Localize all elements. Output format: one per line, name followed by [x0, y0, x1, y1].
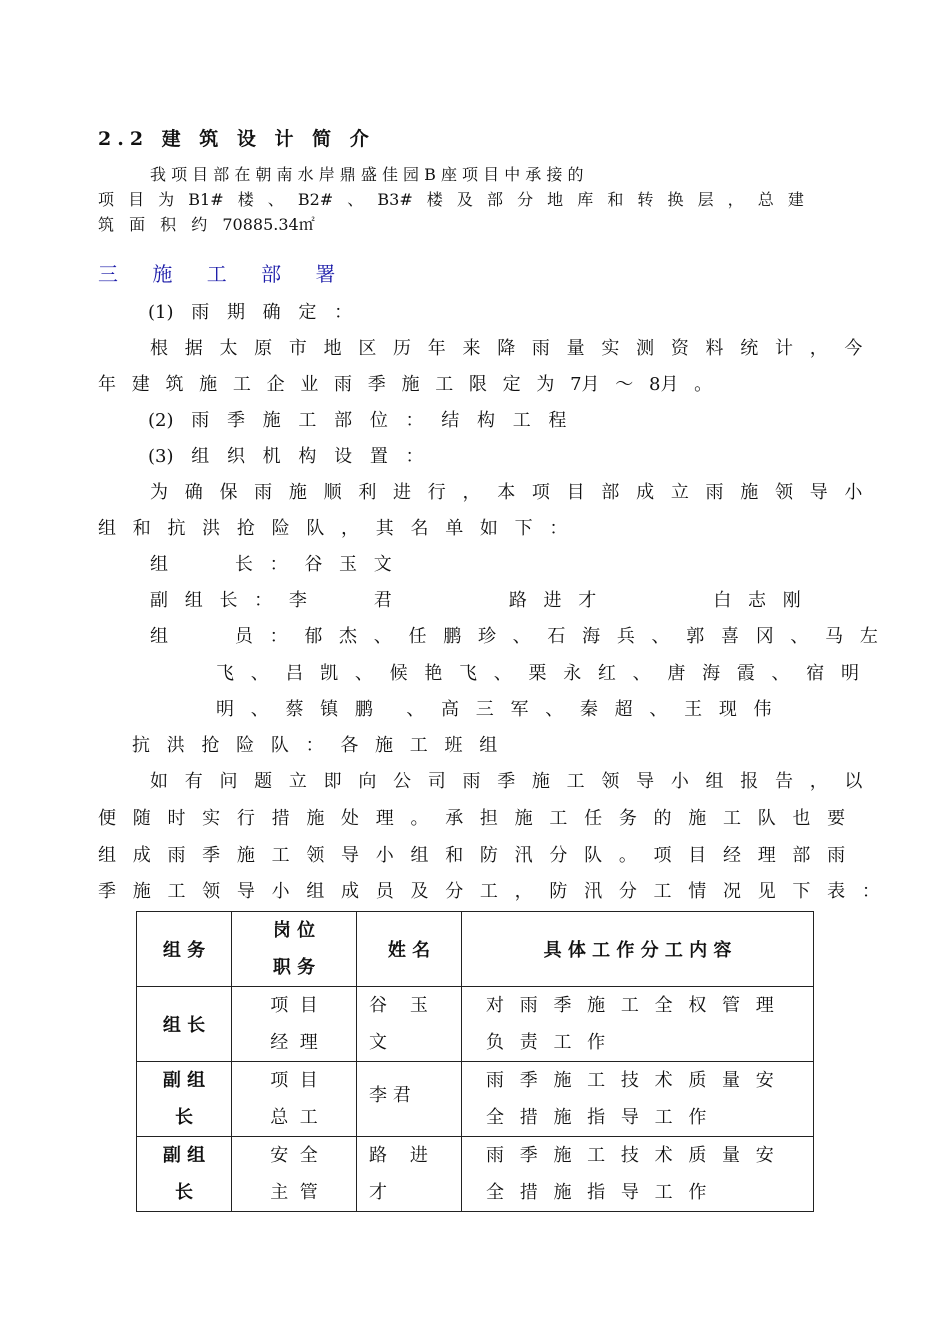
text-line: 我 项 目 部 在 朝 南 水 岸 鼎 盛 佳 园 B 座 项 目 中 承 接 的 [150, 165, 584, 184]
paragraph-line [98, 212, 315, 235]
members-line: 明 、 蔡 镇 鹏 、 高 三 军 、 秦 超 、 王 现 伟 [216, 699, 772, 720]
cell-role: 副 组 长 [137, 1062, 232, 1137]
text-line: 项 目 为 B1# 楼 、 B2# 、 B3# 楼 及 部 分 地 库 和 转 换 层 ， 总 建 [98, 190, 804, 209]
leader-line: 组 长 ： 谷 玉 文 [150, 554, 392, 575]
header-duty: 具 体 工 作 分 工 内 容 [462, 912, 814, 987]
table-row [137, 1137, 814, 1212]
cell-duty: 雨 季 施 工 技 术 质 量 安 全 措 施 指 导 工 作 [462, 1137, 814, 1212]
text-line: 季 施 工 领 导 小 组 成 员 及 分 工 ， 防 汛 分 工 情 况 见 下 表 ： [98, 881, 880, 902]
members-line: 飞 、 吕 凯 、 候 艳 飞 、 栗 永 红 、 唐 海 霞 、 宿 明 [216, 663, 859, 684]
cell-post: 项 目 总 工 [232, 1062, 357, 1137]
table-row [137, 987, 814, 1062]
paragraph-line [150, 162, 836, 185]
table-row [137, 1062, 814, 1137]
deputy-line: 副 组 长 ： 李 君 路 进 才 白 志 刚 [150, 590, 801, 611]
text-line: 年 建 筑 施 工 企 业 雨 季 施 工 限 定 为 7月 ～ 8月 。 [98, 374, 713, 395]
cell-duty: 雨 季 施 工 技 术 质 量 安 全 措 施 指 导 工 作 [462, 1062, 814, 1137]
header-post: 岗 位 职 务 [232, 912, 357, 987]
list-item: (2) 雨 季 施 工 部 位 ： 结 构 工 程 [148, 410, 567, 431]
cell-role: 组 长 [137, 987, 232, 1062]
text-line: 便 随 时 实 行 措 施 处 理 。 承 担 施 工 任 务 的 施 工 队 也 要 [98, 808, 846, 829]
cell-name: 谷 玉 文 [357, 987, 462, 1062]
text-line: 如 有 问 题 立 即 向 公 司 雨 季 施 工 领 导 小 组 报 告 ， 以 [150, 771, 863, 792]
header-role: 组 务 [137, 912, 232, 987]
cell-post: 项 目 经 理 [232, 987, 357, 1062]
members-line: 组 员 ： 郁 杰 、 任 鹏 珍 、 石 海 兵 、 郭 喜 冈 、 马 左 [150, 626, 878, 647]
list-item: (3) 组 织 机 构 设 置 ： [148, 446, 424, 467]
cell-name: 路 进 才 [357, 1137, 462, 1212]
section-heading: 2.2 建 筑 设 计 简 介 [98, 128, 375, 150]
text-line: 组 和 抗 洪 抢 险 队 ， 其 名 单 如 下 ： [98, 518, 568, 539]
text-line: 根 据 太 原 市 地 区 历 年 来 降 雨 量 实 测 资 料 统 计 ， 今 [150, 338, 863, 359]
table-header-row [137, 912, 814, 987]
section-heading: 三 施 工 部 署 [98, 262, 350, 286]
header-name: 姓 名 [357, 912, 462, 987]
cell-name: 李 君 [357, 1062, 462, 1137]
flood-team-line: 抗 洪 抢 险 队 ： 各 施 工 班 组 [132, 735, 498, 756]
cell-post: 安 全 主 管 [232, 1137, 357, 1212]
paragraph-line [98, 187, 836, 210]
text-line: 为 确 保 雨 施 顺 利 进 行 ， 本 项 目 部 成 立 雨 施 领 导 小 [150, 482, 863, 503]
cell-role: 副 组 长 [137, 1137, 232, 1212]
list-item: (1) 雨 期 确 定 ： [148, 302, 353, 323]
text-line: 筑 面 积 约 70885.34㎡ [98, 215, 315, 234]
cell-duty: 对 雨 季 施 工 全 权 管 理 负 责 工 作 [462, 987, 814, 1062]
text-line: 组 成 雨 季 施 工 领 导 小 组 和 防 汛 分 队 。 项 目 经 理 部 雨 [98, 845, 846, 866]
duty-table [136, 911, 814, 1212]
